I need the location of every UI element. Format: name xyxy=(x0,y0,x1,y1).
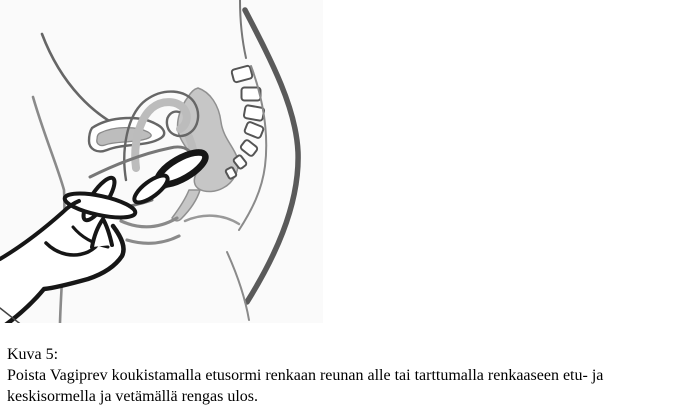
figure-caption xyxy=(7,344,689,407)
pelvis-cross-section-illustration xyxy=(0,0,323,323)
figure-caption-text: Poista Vagiprev koukistamalla etusormi renkaan reunan alle tai tarttumalla renkaaseen etu- ja keskisormella ja vetämällä rengas ulos. xyxy=(7,367,604,405)
figure-caption-label: Kuva 5: xyxy=(7,346,59,363)
